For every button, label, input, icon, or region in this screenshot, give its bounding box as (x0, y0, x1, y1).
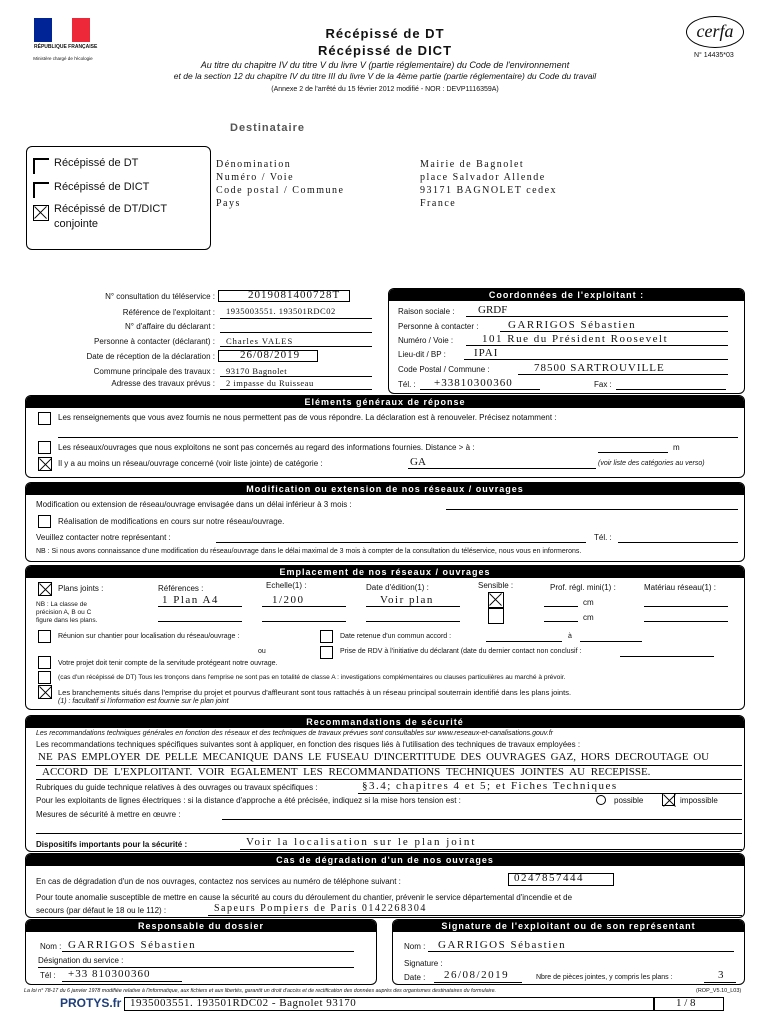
checkbox-recepisse-conjointe[interactable] (33, 205, 49, 221)
label-signature: Signature : (404, 959, 443, 968)
label-servitude: Votre projet doit tenir compte de la servitude protégeant notre ouvrage. (58, 660, 278, 667)
lbl-voie-exploitant: Numéro / Voie : (398, 336, 454, 345)
page-title (0, 26, 770, 93)
val-adresse-travaux: 2 impasse du Ruisseau (226, 378, 314, 388)
line-ref-2 (158, 621, 242, 622)
line-personne-exp (500, 331, 728, 332)
lbl-cp-exploitant: Code Postal / Commune : (398, 365, 490, 374)
val-dispositifs: Voir la localisation sur le plan joint (246, 836, 477, 848)
val-num-consultation: 2019081400728T (248, 289, 341, 301)
line-ref-plan (158, 606, 242, 607)
val-reco-line2: ACCORD DE L'EXPLOITANT. VOIR EGALEMENT LES RECOMMANDATIONS TECHNIQUES JOINTES AU RECEPISSE. (42, 766, 651, 778)
label-tel-representant: Tél. : (594, 533, 612, 542)
radio-possible[interactable] (596, 795, 606, 805)
line-categorie (408, 468, 596, 469)
val-ref-plan: 1 Plan A4 (162, 594, 219, 606)
val-sig-nom: GARRIGOS Sébastien (438, 939, 567, 951)
label-ou: ou (258, 648, 266, 655)
label-designation-service: Désignation du service : (38, 956, 124, 965)
checkbox-sensible-2[interactable] (488, 608, 504, 624)
lbl-num-consultation: N° consultation du téléservice : (105, 292, 215, 301)
line-resp-tel (62, 981, 182, 982)
lbl-tel-exploitant: Tél. : (398, 380, 416, 389)
label-reco-generales: Les recommandations techniques générales en fonction des réseaux et des techniques de travaux prévues sont consultables sur www.reseaux-et-canalisations.gouv.fr (36, 730, 553, 737)
lbl-personne-declarant: Personne à contacter (déclarant) : (94, 337, 215, 346)
footer-page-number: 1 / 8 (676, 997, 696, 1009)
lbl-personne-contact: Personne à contacter : (398, 322, 479, 331)
label-distance-unit: m (673, 443, 680, 452)
val-echelle: 1/200 (272, 594, 305, 606)
label-nbre-pieces: Nbre de pièces jointes, y compris les plans : (536, 974, 673, 981)
val-rubriques: §3.4; chapitres 4 et 5; et Fiches Techniques (362, 780, 618, 792)
label-nb-precision: précision A, B ou C (36, 609, 92, 616)
label-references: Références : (158, 584, 204, 593)
footer-ref: 1935003551. 193501RDC02 - Bagnolet 93170 (130, 997, 357, 1009)
label-rubriques: Rubriques du guide technique relatives à des ouvrages ou travaux spécifiques : (36, 783, 318, 792)
line-mesures (222, 819, 742, 820)
destinataire-heading: Destinataire (230, 122, 305, 134)
label-materiau: Matériau réseau(1) : (644, 583, 717, 592)
val-raison-sociale: GRDF (478, 304, 508, 316)
line-lieu (464, 359, 728, 360)
val-commune-travaux: 93170 Bagnolet (226, 366, 288, 376)
line-echelle (262, 606, 346, 607)
line-dispositifs (240, 849, 742, 850)
annex-ref: (Annexe 2 de l'arrêté du 15 février 2012 modifié - NOR : DEVP1116359A) (271, 86, 499, 93)
label-prof-mini: Prof. régl. mini(1) : (550, 583, 616, 592)
val-ref-exploitant: 1935003551. 193501RDC02 (226, 306, 336, 316)
val-nbre-pieces: 3 (718, 969, 724, 981)
cerfa-logo: cerfa (686, 16, 744, 48)
line-raison (466, 316, 728, 317)
label-recepisse-dict: Récépissé de DICT (54, 181, 150, 193)
label-anomalie: Pour toute anomalie susceptible de mettre en cause la sécurité au cours du déroulement du chantier, prévenir le service départemental d'incendie et de (36, 893, 573, 902)
checkbox-impossible[interactable] (662, 793, 675, 806)
responsable-heading: Responsable du dossier (26, 920, 376, 932)
checkbox-realisation-modif[interactable] (38, 515, 51, 528)
label-lignes-electriques: Pour les exploitants de lignes électriques : si la distance d'approche a été précisée, indiquez si la mise hors tension est : (36, 796, 461, 805)
signature-heading: Signature de l'exploitant ou de son représentant (393, 920, 744, 932)
label-sig-date: Date : (404, 973, 426, 982)
label-realisation-modif: Réalisation de modifications en cours sur notre réseau/ouvrage. (58, 517, 285, 526)
val-degradation-tel: 0247857444 (514, 872, 584, 884)
checkbox-renseignements[interactable] (38, 412, 51, 425)
line-date-2 (366, 621, 460, 622)
line-tel-rep (618, 542, 738, 543)
line-resp-nom (62, 951, 354, 952)
ministry-label: Ministère chargé de l'écologie (33, 56, 93, 61)
label-a: à (568, 633, 572, 640)
label-rdv: Prise de RDV à l'initiative du déclarant (date du dernier contact non conclusif : (340, 648, 582, 655)
modification-heading: Modification ou extension de nos réseaux / ouvrages (26, 483, 744, 495)
line-distance (598, 452, 668, 453)
line-rubriques (358, 793, 742, 794)
label-sensible: Sensible : (478, 581, 514, 590)
lbl-pays: Pays (216, 198, 241, 209)
line-representant (216, 542, 586, 543)
label-nb-classe: NB : La classe de (36, 601, 87, 608)
label-recepisse-dt: Récépissé de DT (54, 157, 139, 169)
lbl-adresse-travaux: Adresse des travaux prévus : (111, 379, 215, 388)
label-resp-nom: Nom : (40, 942, 62, 951)
label-date-edition: Date d'édition(1) : (366, 583, 429, 592)
label-nb-figure: figure dans les plans. (36, 617, 98, 624)
label-cm-1: cm (583, 598, 594, 607)
line-affaire (220, 332, 372, 333)
val-resp-nom: GARRIGOS Sébastien (68, 939, 197, 951)
label-sig-nom: Nom : (404, 942, 426, 951)
label-resp-tel: Tél : (40, 971, 56, 980)
line-fax (616, 389, 726, 390)
val-sig-date: 26/08/2019 (444, 969, 510, 981)
label-possible: possible (614, 796, 644, 805)
checkbox-non-concernes[interactable] (38, 441, 51, 454)
checkbox-servitude[interactable] (38, 656, 51, 669)
lbl-numero-voie: Numéro / Voie (216, 172, 295, 183)
line-ref (220, 318, 372, 319)
val-resp-tel: +33 810300360 (68, 968, 151, 980)
lbl-affaire: N° d'affaire du déclarant : (125, 322, 215, 331)
line-heure (580, 641, 642, 642)
line-adresse (220, 389, 372, 390)
line-echelle-2 (262, 621, 346, 622)
val-cp-commune: 93171 BAGNOLET cedex (420, 185, 558, 196)
label-echelle: Echelle(1) : (266, 581, 307, 590)
checkbox-recepisse-dict[interactable] (33, 182, 49, 198)
lbl-commune-travaux: Commune principale des travaux : (93, 367, 215, 376)
lbl-lieu-dit: Lieu-dit / BP : (398, 350, 446, 359)
line-commune (220, 376, 372, 377)
checkbox-ouvrage-concerne[interactable] (38, 457, 52, 471)
line-modif (446, 509, 738, 510)
lbl-denomination: Dénomination (216, 159, 292, 170)
recommandations-heading: Recommandations de sécurité (26, 716, 744, 728)
val-date-reception: 26/08/2019 (240, 349, 301, 361)
line-sig-date (434, 982, 522, 983)
val-lieu-dit: IPAI (474, 347, 499, 359)
label-non-concernes: Les réseaux/ouvrages que nous exploitons ne sont pas concernés au regard des informations fournies. Distance > à : (58, 443, 475, 452)
label-branchements: Les branchements situés dans l'emprise du projet et pourvus d'affleurant sont tous rattachés à un réseau principal souterrain identifié dans les plans joints. (58, 688, 572, 697)
label-mesures: Mesures de sécurité à mettre en œuvre : (36, 810, 181, 819)
subtitle-travail: et de la section 12 du chapitre IV du titre III du livre V de la 4ème partie (partie réglementaire) du Code du travail (173, 71, 597, 81)
line-sig-nom (428, 951, 734, 952)
checkbox-sensible-1[interactable] (488, 592, 504, 608)
checkbox-recepisse-dt[interactable] (33, 158, 49, 174)
checkbox-date-retenue[interactable] (320, 630, 333, 643)
label-date-retenue: Date retenue d'un commun accord : (340, 633, 452, 640)
line-mesures-2 (36, 833, 742, 834)
label-dispositifs: Dispositifs importants pour la sécurité : (36, 840, 188, 849)
republic-name: RÉPUBLIQUE FRANÇAISE (34, 44, 98, 50)
label-modif-delai: Modification ou extension de réseau/ouvrage envisagée dans un délai inférieur à 3 mois : (36, 500, 352, 509)
label-secours: secours (par défaut le 18 ou le 112) : (36, 906, 167, 915)
line-voie-exp (466, 345, 728, 346)
label-cas-dt: (cas d'un récépissé de DT) Tous les tronçons dans l'emprise ne sont pas en totalité de classe A : investigations complémentaires ou clauses particulières au marché à prévoir. (58, 674, 566, 681)
label-cm-2: cm (583, 613, 594, 622)
label-reunion: Réunion sur chantier pour localisation du réseau/ouvrage : (58, 633, 240, 640)
label-plans-joints: Plans joints : (58, 584, 104, 593)
line-prof-1 (544, 606, 578, 607)
title-dt: Récépissé de DT (325, 26, 445, 41)
checkbox-branchements[interactable] (38, 685, 52, 699)
label-renseignements: Les renseignements que vous avez fournis ne nous permettent pas de vous répondre. La déclaration est à renouveler. Précisez notamment : (58, 413, 557, 422)
label-facultatif: (1) : facultatif si l'information est fournie sur le plan joint (58, 698, 229, 705)
val-voie: place Salvador Allende (420, 172, 546, 183)
val-voie-exploitant: 101 Rue du Président Roosevelt (482, 333, 669, 345)
checkbox-rdv[interactable] (320, 646, 333, 659)
label-modif-nb: NB : Si nous avons connaissance d'une modification du réseau/ouvrage dans le délai maximal de 3 mois à compter de la consultation du téléservice, nous vous en informerons. (36, 548, 582, 555)
footer-law: La loi n° 78-17 du 6 janvier 1978 modifiée relative à l'informatique, aux fichiers et aux libertés, garantit un droit d'accès et de rectification des données auprès des organismes destinataires du formulaire. (24, 988, 497, 994)
lbl-fax-exploitant: Fax : (594, 380, 612, 389)
line-date-retenue (486, 641, 562, 642)
footer-brand-logo: PROTYS.fr (60, 996, 122, 1010)
val-personne-contact: GARRIGOS Sébastien (508, 319, 637, 331)
lbl-ref-exploitant: Référence de l'exploitant : (122, 308, 215, 317)
val-secours: Sapeurs Pompiers de Paris 0142268304 (214, 903, 427, 914)
line-pieces (704, 982, 736, 983)
label-ouvrage-concerne: Il y a au moins un réseau/ouvrage concerné (voir liste jointe) de catégorie : (58, 459, 323, 468)
line-rdv (620, 656, 714, 657)
cerfa-number: N° 14435*03 (694, 52, 734, 59)
title-dict: Récépissé de DICT (317, 43, 453, 58)
exploitant-heading: Coordonnées de l'exploitant : (389, 289, 744, 301)
label-categorie-note: (voir liste des catégories au verso) (598, 460, 705, 467)
label-impossible: impossible (680, 796, 718, 805)
label-recepisse-conjointe: Récépissé de DT/DICT (54, 203, 168, 215)
checkbox-plans-joints[interactable] (38, 582, 52, 596)
val-tel-exploitant: +33810300360 (434, 377, 513, 389)
degradation-heading: Cas de dégradation d'un de nos ouvrages (26, 854, 744, 866)
lbl-cp-commune: Code postal / Commune (216, 185, 345, 196)
line-cp-exp (518, 374, 728, 375)
elements-heading: Eléments généraux de réponse (26, 396, 744, 408)
line-tel-exp (420, 389, 540, 390)
emplacement-heading: Emplacement de nos réseaux / ouvrages (26, 566, 744, 578)
val-denomination: Mairie de Bagnolet (420, 159, 525, 170)
val-pays: France (420, 198, 457, 209)
footer-version: (ROP_V5.10_L03) (696, 988, 742, 994)
label-reco-specifiques: Les recommandations techniques spécifiques suivantes sont à appliquer, en fonction des risques liés à l'utilisation des techniques de travaux employées : (36, 740, 581, 749)
line-materiau-1 (644, 606, 728, 607)
label-contact-representant: Veuillez contacter notre représentant : (36, 533, 171, 542)
val-date-edition: Voir plan (380, 594, 434, 606)
lbl-raison-sociale: Raison sociale : (398, 307, 455, 316)
checkbox-cas-dt[interactable] (38, 671, 51, 684)
val-personne-declarant: Charles VALES (226, 336, 294, 346)
line-materiau-2 (644, 621, 728, 622)
lbl-date-reception: Date de réception de la déclaration : (86, 352, 215, 361)
line-date-edition (366, 606, 460, 607)
line-renseignements (58, 437, 738, 438)
subtitle-env: Au titre du chapitre IV du titre V du livre V (partie réglementaire) du Code de l'environnement (200, 60, 570, 70)
val-reco-line1: NE PAS EMPLOYER DE PELLE MECANIQUE DANS LE FUSEAU D'INCERTITUDE DES OUVRAGES GAZ, HORS DECROUTAGE OU (38, 751, 710, 763)
line-secours (208, 915, 742, 916)
line-personne (220, 346, 372, 347)
label-degradation-tel: En cas de dégradation d'un de nos ouvrages, contactez nos services au numéro de téléphone suivant : (36, 877, 401, 886)
line-prof-2 (544, 621, 578, 622)
val-categorie: GA (410, 456, 426, 468)
val-cp-exploitant: 78500 SARTROUVILLE (534, 362, 665, 374)
label-conjointe: conjointe (54, 218, 99, 230)
checkbox-reunion[interactable] (38, 630, 51, 643)
